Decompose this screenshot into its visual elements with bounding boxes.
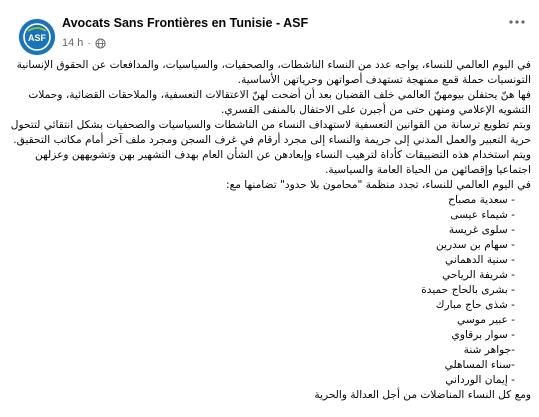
list-item: -سناء المساهلي (444, 359, 515, 371)
list-item: - سعدية مصباح (448, 194, 515, 206)
list-item: - سهام بن سدرين (435, 239, 515, 251)
post-paragraph: في اليوم العالمي للنساء، يواجه عدد من النساء الناشطات، والصحفيات، والسياسيات، والمدافعات عن الحقوق الإنسانية التونسيات حملة قمع ممنهجة تستهدف أصواتهن وحرياتهن الأساسية. (16, 59, 531, 86)
globe-icon (95, 38, 106, 49)
more-options-icon[interactable] (505, 10, 529, 34)
list-item: - سلوى غريسة (448, 224, 515, 236)
list-item: - شريفة الرياحي (442, 269, 515, 281)
list-item: - عبير موسي (457, 314, 515, 326)
page-avatar[interactable] (19, 19, 55, 55)
post-header (0, 0, 539, 56)
list-item: -جواهر شنة (463, 344, 515, 356)
post-timestamp[interactable]: 14 h (62, 37, 84, 49)
meta-separator: · (87, 37, 91, 49)
list-item: - إيمان الورداني (445, 374, 515, 386)
post-paragraph: فها هنّ يحتفلن بيومهنّ العالمي خلف القضبان بعد أن أضحت لهنّ الاعتقالات التعسفية، والملاحقات القضائية، وحملات التشويه الإعلامي ومنهن حتى من أجبرن على الاحتفال بالمنفى القسري. (28, 89, 531, 116)
list-item: - سنية الدهماني (445, 254, 515, 266)
list-item: - شذى حاج مبارك (435, 299, 515, 311)
closing-line: ومع كل النساء المناضلات من أجل العدالة والحرية (314, 389, 531, 401)
page-name-link[interactable]: Avocats Sans Frontières en Tunisie - ASF (62, 16, 309, 30)
svg-text:ASF: ASF (28, 33, 46, 43)
solidarity-names-list (8, 193, 531, 388)
asf-logo-icon (19, 19, 55, 55)
post-body (8, 58, 531, 403)
post-paragraph: وبتم تطويع ترسانة من القوانين التعسفية لاستهداف النساء من الناشطات والسياسيات والصحفيات بشكل انتقائي لتتحول حرية التعبير والعمل المدني إلى جريمة والنساء إلى مجرد أرقام في غرف السجن ومجرد ملف آخر أمام مكاتب التحقيق. (10, 119, 531, 146)
list-item: - بشرى بالحاج حميدة (421, 284, 515, 296)
list-item: - سوار برقاوي (451, 329, 515, 341)
list-item: - شيماء عيسى (450, 209, 515, 221)
post-paragraph: في اليوم العالمي للنساء، تجدد منظمة "محامون بلا حدود" تضامنها مع: (226, 179, 531, 191)
post-paragraph: ويتم استخدام هذه التضييقات كأداة لترهيب النساء وإبعادهن عن الشأن العام بهدف التشهير بهن وتشويههن وعزلهن اجتماعيا وإقصائهن من الحياة العامة والسياسية. (35, 149, 531, 176)
post-meta (62, 36, 106, 50)
